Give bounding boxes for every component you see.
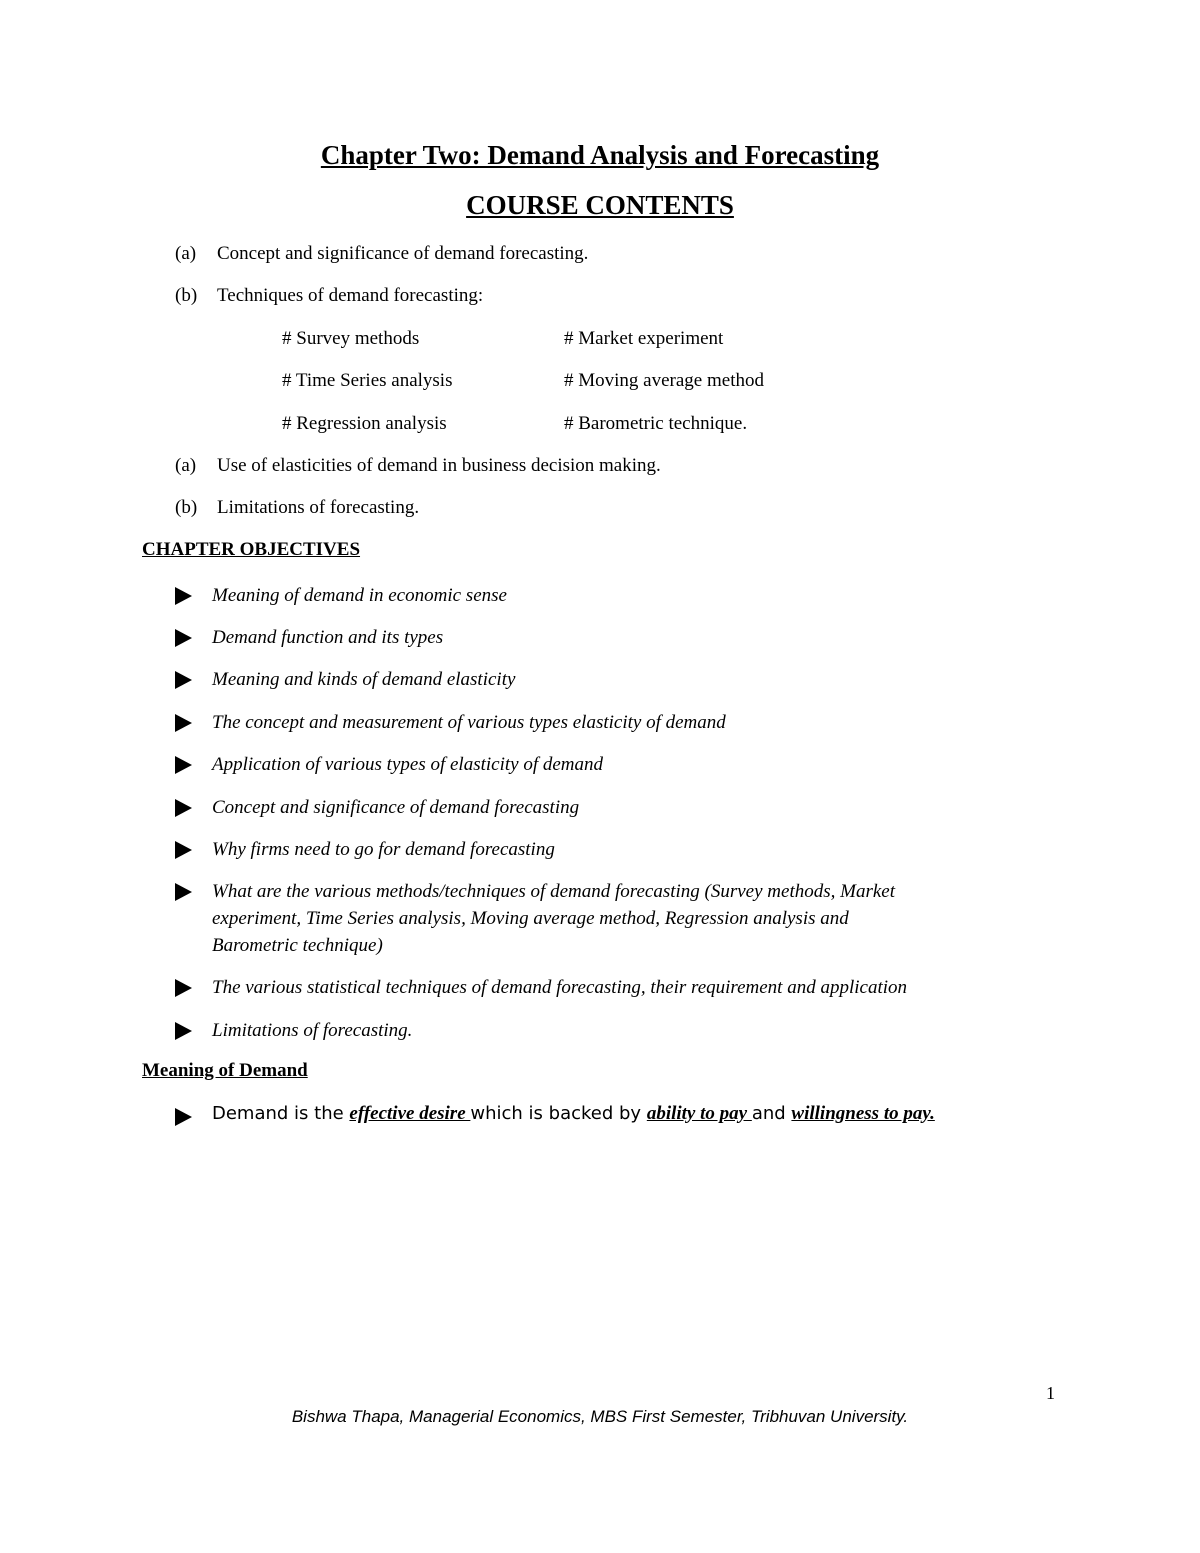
course-item-text: Concept and significance of demand forecasting. (217, 243, 589, 264)
objective-text: The concept and measurement of various types elasticity of demand (212, 712, 726, 733)
arrow-bullet-icon (175, 714, 192, 732)
objective-text: Limitations of forecasting. (212, 1020, 413, 1041)
meaning-of-demand-heading: Meaning of Demand (142, 1060, 308, 1081)
chapter-objectives-heading: CHAPTER OBJECTIVES (142, 539, 361, 560)
emphasis-ability-to-pay: ability to pay (646, 1103, 752, 1124)
course-item-text: Limitations of forecasting. (217, 497, 420, 518)
arrow-bullet-icon (175, 979, 192, 997)
objective-text: Application of various types of elasticity of demand (212, 754, 604, 775)
course-item-text: Techniques of demand forecasting: (217, 285, 484, 306)
objective-text: experiment, Time Series analysis, Moving average method, Regression analysis and (212, 908, 849, 929)
objective-text: What are the various methods/techniques of demand forecasting (Survey methods, Market (212, 881, 895, 902)
definition-part: Demand is the (212, 1103, 350, 1124)
course-item-label: (a) (175, 243, 197, 264)
objective-text: Why firms need to go for demand forecasting (212, 839, 555, 860)
definition-part: and (751, 1103, 792, 1124)
arrow-bullet-icon (175, 587, 192, 605)
course-item-label: (b) (175, 285, 198, 306)
technique-item: # Moving average method (564, 370, 764, 391)
course-item-text: Use of elasticities of demand in business decision making. (217, 455, 661, 476)
objective-text: Meaning of demand in economic sense (212, 585, 507, 606)
objective-text: Concept and significance of demand forecasting (212, 797, 580, 818)
definition-part: which is backed by (470, 1103, 647, 1124)
arrow-bullet-icon (175, 756, 192, 774)
arrow-bullet-icon (175, 799, 192, 817)
technique-item: # Market experiment (564, 328, 724, 349)
technique-item: # Barometric technique. (564, 413, 748, 434)
technique-item: # Regression analysis (282, 413, 447, 434)
emphasis-willingness-to-pay: willingness to pay. (791, 1103, 935, 1124)
page-footer: Bishwa Thapa, Managerial Economics, MBS First Semester, Tribhuvan University. (291, 1407, 909, 1426)
objective-text: The various statistical techniques of demand forecasting, their requirement and application (212, 977, 908, 998)
technique-item: # Survey methods (282, 328, 420, 349)
course-item-label: (a) (175, 455, 197, 476)
arrow-bullet-icon (175, 1108, 192, 1126)
demand-definition-text (212, 1103, 935, 1125)
emphasis-effective-desire: effective desire (349, 1103, 471, 1124)
page-number: 1 (1046, 1383, 1055, 1403)
arrow-bullet-icon (175, 629, 192, 647)
objective-text: Meaning and kinds of demand elasticity (212, 669, 516, 690)
objective-text: Demand function and its types (212, 627, 444, 648)
course-item-label: (b) (175, 497, 198, 518)
arrow-bullet-icon (175, 671, 192, 689)
arrow-bullet-icon (175, 883, 192, 901)
page-title: Chapter Two: Demand Analysis and Forecasting (320, 140, 880, 170)
technique-item: # Time Series analysis (282, 370, 453, 391)
arrow-bullet-icon (175, 841, 192, 859)
arrow-bullet-icon (175, 1022, 192, 1040)
objective-text: Barometric technique) (212, 935, 383, 956)
course-contents-heading: COURSE CONTENTS (466, 190, 734, 220)
